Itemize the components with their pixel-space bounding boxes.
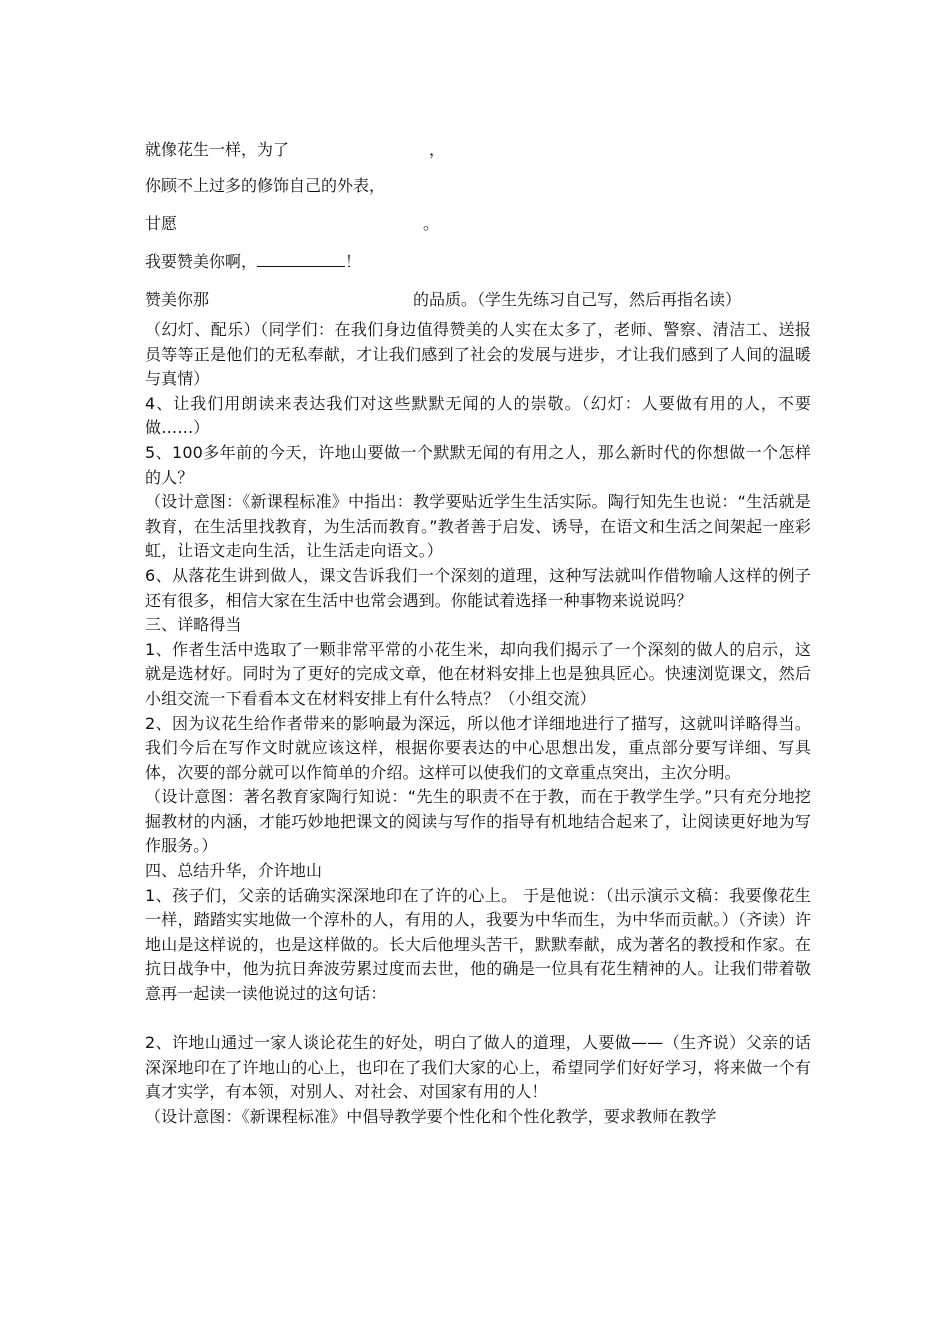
poem-line-1-punct: ， — [429, 140, 446, 159]
paragraph: （设计意图：著名教育家陶行知说：“先生的职责不在于教，而在于教学生学。”只有充分地挖掘教材的内涵，才能巧妙地把课文的阅读与写作的指导有机地结合起来了，让阅读更好地为写作服务。） — [145, 787, 811, 856]
section-heading: 三、详略得当 — [145, 615, 242, 635]
fill-in-blank — [257, 252, 345, 267]
poem-line-2 — [145, 174, 385, 198]
paragraph: 4、让我们用朗读来表达我们对这些默默无闻的人的崇敬。（幻灯：人要做有用的人，不要做……） — [145, 393, 811, 438]
section-heading: 四、总结升华，介许地山 — [145, 861, 323, 881]
poem-line-3-punct: 。 — [423, 214, 440, 233]
paragraph: （设计意图：《新课程标准》中倡导教学要个性化和个性化教学，要求教师在教学 — [145, 1107, 717, 1126]
poem-line-5 — [145, 288, 741, 312]
body-text — [145, 318, 811, 1130]
paragraph: 6、从落花生讲到做人，课文告诉我们一个深刻的道理，这种写法就叫作借物喻人这样的例子还有很多，相信大家在生活中也常会遇到。你能试着选择一种事物来说说吗？ — [145, 565, 811, 610]
poem-line-1 — [145, 138, 445, 162]
poem-line-4-text: 我要赞美你啊， — [145, 252, 258, 271]
paragraph: 5、100多年前的今天，许地山要做一个默默无闻的有用之人，那么新时代的你想做一个怎样的人？ — [145, 442, 811, 487]
poem-line-5-text: 赞美你那 — [145, 290, 210, 309]
poem-line-4 — [145, 250, 361, 274]
poem-line-2-text: 你顾不上过多的修饰自己的外表， — [145, 176, 386, 195]
paragraph: 1、作者生活中选取了一颗非常平常的小花生米，却向我们揭示了一个深刻的做人的启示，这就是选材好。同时为了更好的完成文章，他在材料安排上也是独具匠心。快速浏览课文，然后小组交流一下看看本文在材料安排上有什么特点？（小组交流） — [145, 639, 811, 708]
paragraph: 2、因为议花生给作者带来的影响最为深远，所以他才详细地进行了描写，这就叫详略得当。我们今后在写作文时就应该这样，根据你要表达的中心思想出发，重点部分要写详细、写具体，次要的部分就可以作简单的介绍。这样可以使我们的文章重点突出，主次分明。 — [145, 713, 811, 782]
poem-line-5-tail: 的品质。（学生先练习自己写，然后再指名读） — [413, 290, 742, 309]
poem-line-3 — [145, 212, 439, 236]
paragraph: （幻灯、配乐）（同学们：在我们身边值得赞美的人实在太多了，老师、警察、清洁工、送报员等等正是他们的无私奉献，才让我们感到了社会的发展与进步，才让我们感到了人间的温暖与真情） — [145, 320, 811, 389]
paragraph: 2、许地山通过一家人谈论花生的好处，明白了做人的道理，人要做——（生齐说）父亲的话深深地印在了许地山的心上，也印在了我们大家的心上，希望同学们好好学习，将来做一个有真才实学，有本领，对别人、对社会、对国家有用的人！ — [145, 1033, 811, 1102]
poem-line-3-text: 甘愿 — [145, 214, 178, 233]
poem-line-1-text: 就像花生一样，为了 — [145, 140, 290, 159]
blank-line — [145, 1007, 811, 1032]
paragraph: 1、孩子们，父亲的话确实深深地印在了许的心上。 于是他说：（出示演示文稿：我要像花生一样，踏踏实实地做一个淳朴的人，有用的人，我要为中华而生，为中华而贡献。）（齐读）许地山是这样说的，也是这样做的。长大后他埋头苦干，默默奉献，成为著名的教授和作家。在抗日战争中，他为抗日奔波劳累过度而去世，他的确是一位具有花生精神的人。让我们带着敬意再一起读一读他说过的这句话： — [145, 885, 811, 1004]
paragraph: （设计意图：《新课程标准》中指出：教学要贴近学生生活实际。陶行知先生也说：“生活就是教育，在生活里找教育，为生活而教育。”教者善于启发、诱导，在语文和生活之间架起一座彩虹，让语文走向生活，让生活走向语文。） — [145, 492, 811, 561]
poem-line-4-punct: ！ — [345, 252, 362, 271]
